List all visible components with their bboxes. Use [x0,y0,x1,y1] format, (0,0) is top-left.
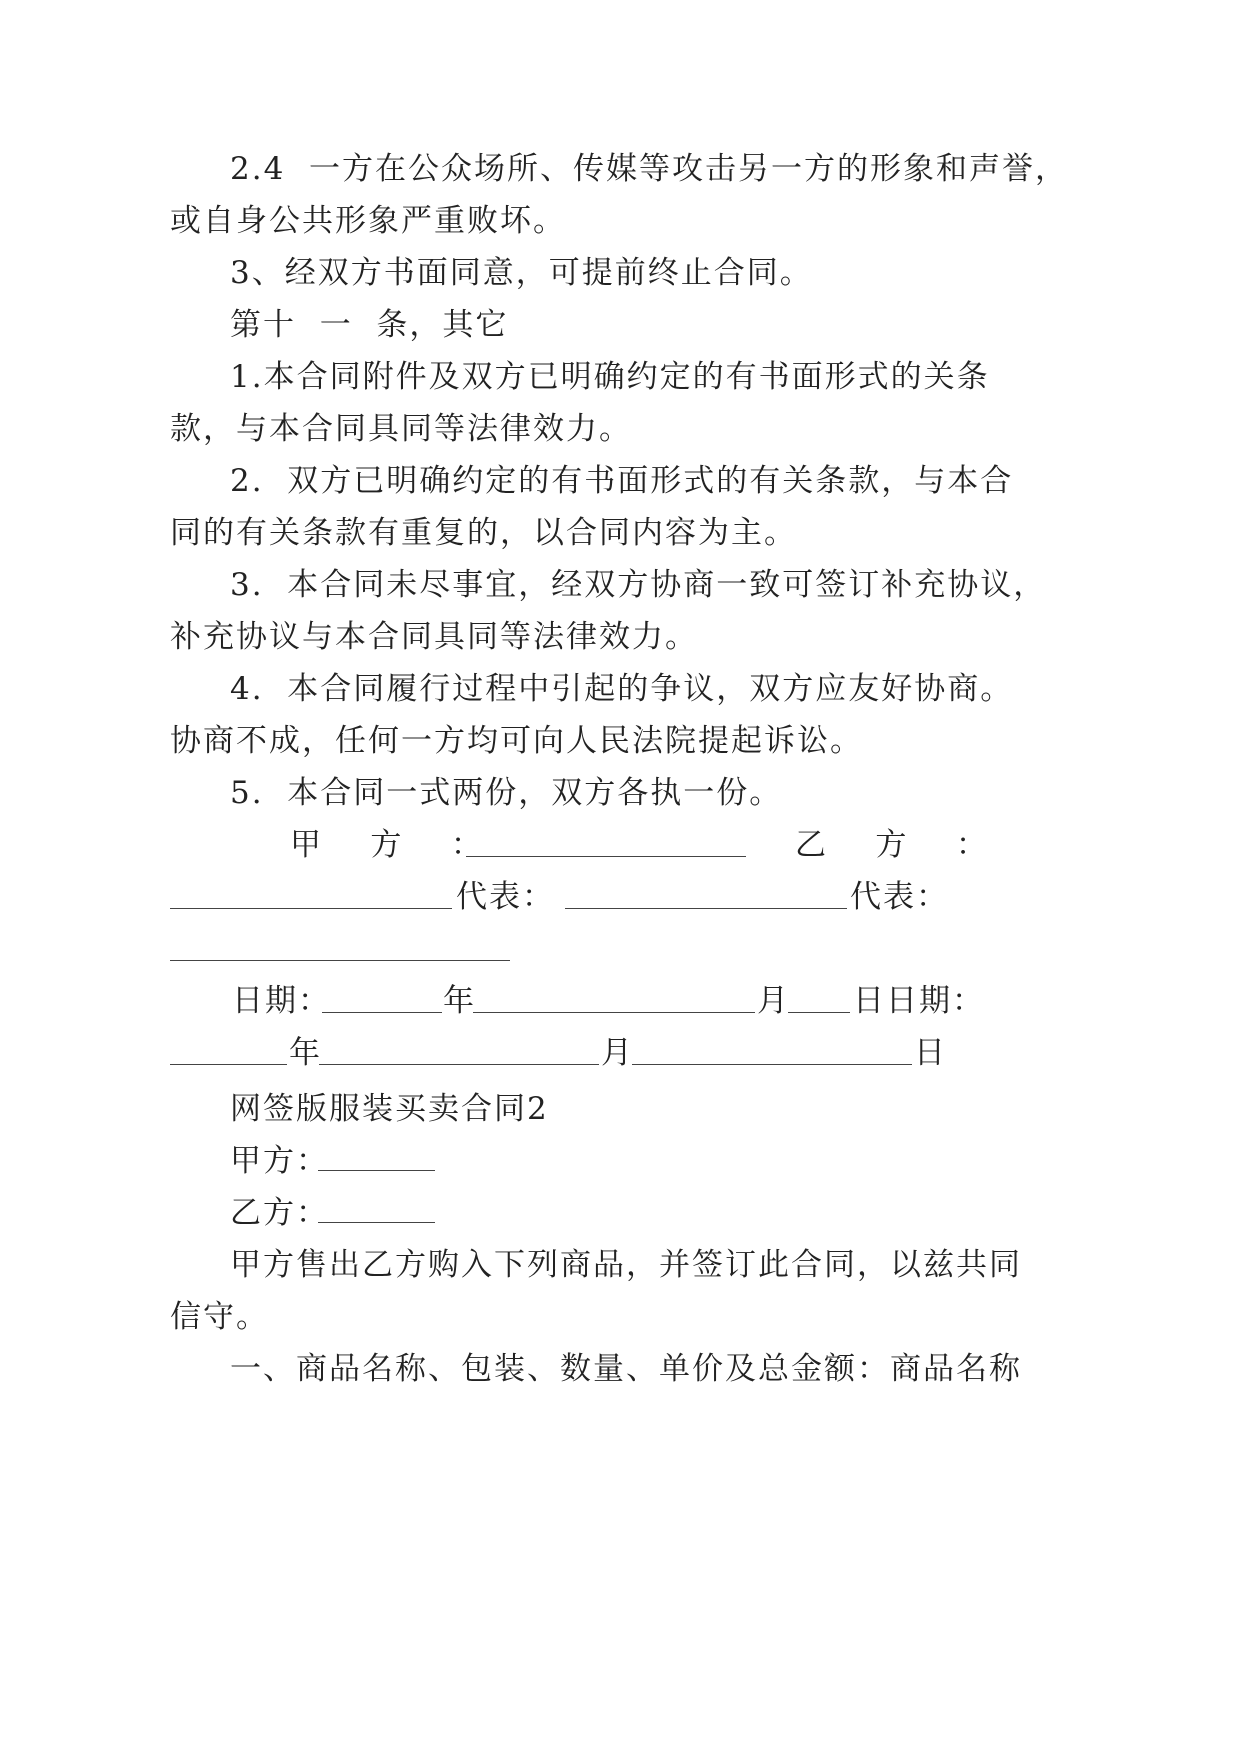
rep-label: 代表： [456,879,555,915]
paragraph-line: 补充协议与本合同具同等法律效力。 [170,619,698,655]
paragraph-line: 协商不成，任何一方均可向人民法院提起诉讼。 [170,723,863,759]
day-blank [788,1012,850,1013]
rep-a-blank [565,908,847,909]
party-b-label: 乙方： [230,1195,329,1231]
paragraph-line: 信守。 [170,1299,269,1335]
contract-title: 网签版服装买卖合同2 [230,1091,549,1127]
month-label: 月 [601,1035,634,1071]
party-a-blank [318,1170,435,1171]
paragraph-line: 4. 本合同履行过程中引起的争议，双方应友好协商。 [230,671,1014,707]
paragraph-line: 款，与本合同具同等法律效力。 [170,411,632,447]
rep-b-blank [170,960,510,961]
paragraph-line: 或自身公共形象严重败坏。 [170,203,566,239]
year-blank [170,1064,287,1065]
party-a-label: 甲方： [230,1143,329,1179]
day-blank [632,1064,912,1065]
paragraph-line: 3. 本合同未尽事宜，经双方协商一致可签订补充协议， [230,567,1047,603]
month-blank [319,1064,599,1065]
party-a-label: 甲 方 ： [290,827,484,863]
date-label: 日期： [232,983,331,1019]
paragraph-line: 1.本合同附件及双方已明确约定的有书面形式的关条 [230,359,990,395]
year-label: 年 [443,983,476,1019]
paragraph-line: 2. 双方已明确约定的有书面形式的有关条款，与本合 [230,463,1014,499]
day-date-label: 日日期： [853,983,985,1019]
paragraph-line: 2.4 一方在公众场所、传媒等攻击另一方的形象和声誉， [230,151,1069,187]
month-label: 月 [757,983,790,1019]
section-heading: 一、商品名称、包装、数量、单价及总金额：商品名称 [230,1351,1022,1387]
party-b-blank [170,908,452,909]
paragraph-line: 3、经双方书面同意，可提前终止合同。 [230,255,813,291]
month-blank [473,1012,755,1013]
paragraph-line: 甲方售出乙方购入下列商品，并签订此合同，以兹共同 [230,1247,1022,1283]
day-label: 日 [914,1035,947,1071]
year-blank [322,1012,442,1013]
party-b-label: 乙 方 ： [795,827,989,863]
paragraph-line: 同的有关条款有重复的，以合同内容为主。 [170,515,797,551]
paragraph-line: 5. 本合同一式两份，双方各执一份。 [230,775,783,811]
party-a-blank [466,856,746,857]
year-label: 年 [289,1035,322,1071]
section-heading: 第十 一 条，其它 [230,307,509,343]
party-b-blank [318,1222,435,1223]
rep-label: 代表： [850,879,949,915]
